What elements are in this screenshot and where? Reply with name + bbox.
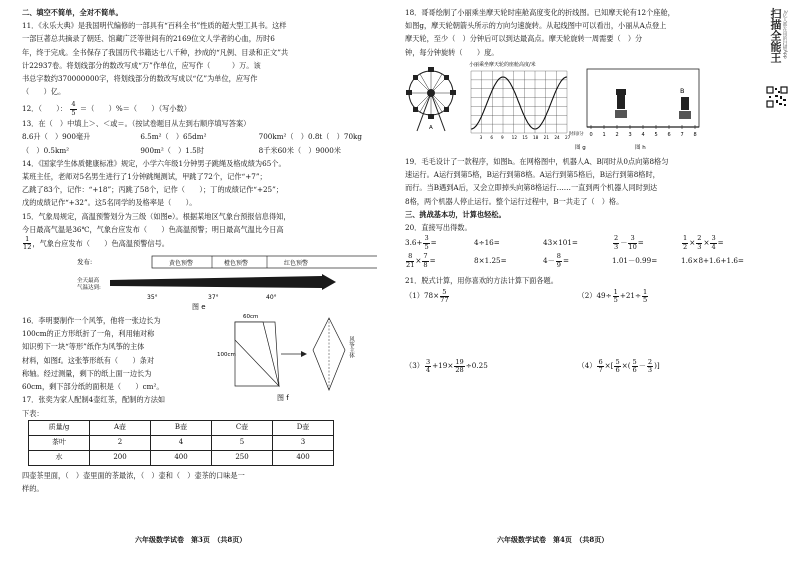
robot-grid-tick: 2 [615, 131, 619, 138]
ferris-wheel-drawing [406, 67, 456, 131]
right-column [405, 6, 750, 375]
q11-line: 11．《永乐大典》是我国明代编修的一部具有“百科全书”性质的超大型工具书。这样 [22, 21, 287, 31]
q16-line: 知识剪下一块“等形”纸作为风筝的主体 [22, 342, 145, 352]
fig-e-temperature-wedge [110, 276, 322, 288]
q11-line: 年，终于完成。全书保存了我国历代书籍达七八千种，抄成的“凡例、目录和正文”共 [22, 47, 289, 57]
fig-e-zone-red: 红色预警 [284, 259, 309, 267]
q21-work-space [405, 305, 750, 357]
table-cell: 4 [151, 435, 212, 450]
left-column [22, 6, 377, 495]
q11-line: 计22937卷。将划线部分的数改写成“万”作单位，应写作（ ）万。该 [22, 60, 261, 70]
q16-line: 100cm的正方形纸折了一角，利用轴对称 [22, 329, 155, 339]
table-header-cell: A壶 [90, 420, 151, 435]
page-footer: 六年级数学试卷 第3页 （共8页） [135, 535, 247, 544]
scanner-watermark [764, 6, 790, 126]
q16-line: 60cm，剩下部分纸的面积是（ ）cm²。 [22, 382, 164, 392]
chart-x-tick: 18 [533, 134, 539, 140]
q21-item-2: （2）49÷ $\frac{1}{5}$ +21÷ $\frac{1}{5}$ [577, 287, 648, 304]
q12-prefix: 12．（ ）： [22, 104, 68, 114]
q20-row [405, 234, 750, 252]
robot-grid-tick: 6 [667, 131, 671, 138]
q20-item: $\frac{1}{2}$ × $\frac{2}{3}$ × $\frac{3}{4}$ = [683, 234, 724, 251]
q20-item: 1.01－0.99= [612, 256, 658, 266]
robot-grid-tick: 1 [602, 131, 606, 138]
q19-line: 而行。当B遇到A后，又会立即掉头向第8格运行……一直到两个机器人同时到达 [405, 183, 658, 193]
fig-g-caption: 图 g [575, 144, 586, 151]
question-13 [22, 117, 377, 157]
page-footer: 六年级数学试卷 第4页 （共8页） [497, 535, 609, 544]
robot-a [615, 89, 627, 126]
robot-a-label: A [618, 119, 622, 126]
fig-f-dim: 60cm [243, 314, 259, 321]
fig-h-caption: 图 h [635, 144, 646, 151]
robot-b-label: B [680, 86, 685, 95]
q15-line: 今日最高气温是36℃，气象台应发布（ ）色高温预警；明日最高气温比今日高 [22, 224, 284, 234]
q14-line: 乙跳了83个，记作：“+18”；丙跳了58个，记作（ ）；丁的成绩记作“+25”； [22, 185, 283, 195]
chart-x-tick: 15 [522, 134, 528, 140]
table-cell: 200 [90, 450, 151, 465]
table-cell: 5 [212, 435, 273, 450]
q20-row [405, 252, 750, 270]
q18-line: 摩天轮，至少（ ）分钟后可以到达最高点。摩天轮旋转一周需要（ ）分 [405, 34, 643, 44]
question-11 [22, 19, 377, 98]
scanner-app-name: 扫描全能王 [769, 8, 782, 63]
q20-item: 8×1.25= [474, 256, 507, 266]
fig-e-arrow [322, 274, 336, 290]
q11-line: （ ）亿。 [22, 87, 66, 97]
q19-line: 速运行。A运行到第5格，B运行到第8格。A运行到第5格后，B运行到第8格时， [405, 170, 660, 180]
seat-a-label: A [429, 124, 433, 131]
section-2-heading: 二、填空不简单，全对不简单。 [22, 8, 123, 17]
q13-item: 900m²（ ）1.5时 [140, 145, 204, 155]
robot-grid-tick: 0 [589, 131, 593, 138]
q19-line: 8格，两个机器人停止运行。整个运行过程中，B一共走了（ ）格。 [405, 196, 624, 206]
table-header-row [29, 420, 334, 435]
q20-item: 3.6+ $\frac{3}{5}$ = [405, 234, 437, 251]
tea-recipe-table [28, 420, 334, 466]
chart-x-tick: 24 [554, 134, 560, 140]
q16-line: 16．李明要制作一个风筝，他将一张边长为 [22, 316, 161, 326]
robot-grid-tick: 8 [693, 131, 697, 138]
figure-f-kite [217, 310, 367, 402]
q18-line: 18．哥哥绘制了小丽乘坐摩天轮时座舱高度变化的折线图。已知摩天轮有12个座舱， [405, 8, 675, 17]
chart-x-unit: 时间/分 [569, 131, 584, 137]
table-row [29, 450, 334, 465]
question-18 [405, 6, 750, 59]
robot-b [679, 87, 691, 119]
table-cell: 3 [273, 435, 334, 450]
fig-e-caption: 图 e [192, 302, 206, 310]
robot-grid-tick: 4 [641, 131, 645, 138]
table-cell: 250 [212, 450, 273, 465]
table-header-cell: D壶 [273, 420, 334, 435]
q20-item: $\frac{2}{3}$ － $\frac{3}{10}$ = [614, 234, 644, 251]
table-cell: 水 [29, 450, 90, 465]
qr-code-icon [766, 86, 788, 108]
fig-e-temp: 40° [266, 293, 277, 301]
q13-item: 700km²（ ）0.8t（ ）70kg [258, 132, 362, 142]
q13-item: （ ）0.5km² [22, 145, 70, 155]
q15-line: 15．气象局规定，高温预警划分为三级（如图e）。根据某地区气象台预报信息得知， [22, 211, 291, 221]
q11-line: 书总字数约370000000字，将划线部分的数改写成以“亿”为单位，应写作 [22, 74, 258, 84]
question-19 [405, 155, 750, 208]
q21-heading: 21．脱式计算，用你喜欢的方法计算下面各题。 [405, 276, 558, 286]
q15-fraction [23, 236, 31, 252]
q16-line: 称轴。经过测量，剩下的纸上面一边长为 [22, 368, 152, 378]
table-header-cell: B壶 [151, 420, 212, 435]
q21-row [405, 357, 750, 375]
chart-x-tick: 12 [511, 134, 518, 140]
q13-item: 8千米60米（ ）9000米 [258, 145, 341, 155]
q17-tail: 四壶茶里面，（ ）壶里面的茶最浓，（ ）壶和（ ）壶茶的口味是一 [22, 470, 245, 480]
fig-e-row-label: 发布: [77, 257, 93, 266]
q20-heading: 20．直接写出得数。 [405, 223, 472, 233]
fig-e-row-label: 全天最高 [77, 277, 100, 284]
q17-line: 17．张奕为家人配制4壶红茶，配制的方法如 [22, 395, 166, 405]
fig-e-row-label: 气温达到: [77, 284, 101, 291]
chart-x-tick: 6 [490, 134, 494, 140]
chart-x-tick: 9 [501, 134, 504, 140]
table-row [29, 435, 334, 450]
fig-e-temp: 35° [147, 293, 158, 301]
q20-item: 1.6×8+1.6+1.6= [681, 256, 744, 266]
q16-line: 材料，如图f。这张筝形纸有（ ）条对 [22, 355, 155, 365]
scanner-tagline: 3亿人都在用的扫描App [782, 10, 787, 59]
q15-frac-num: 1 [23, 236, 31, 244]
q11-line: 一部巨著总共摘录了朝廷、馆藏广泛等世间有的2169位文人学者的心血，历时6 [22, 34, 275, 44]
q20-item: 4－ $\frac{8}{9}$ = [543, 252, 569, 269]
q18-line: 钟，每分钟旋转（ ）度。 [405, 47, 499, 57]
robot-grid-tick: 7 [680, 131, 684, 138]
q14-line: 某班主任，老师对5名男生进行了1分钟跳绳测试，甲跳了72个，记作“+7”； [22, 172, 267, 182]
question-15 [22, 210, 377, 252]
q18-line: 如图g，摩天轮朝箭头所示的方向匀速旋转。从起线图中可以看出，小丽从A点登上 [405, 21, 667, 31]
q12-frac-den: 5 [71, 108, 76, 117]
height-line-chart [469, 61, 586, 151]
q17-line: 下表： [22, 408, 44, 418]
fig-f-side-label: 风筝主体 [348, 336, 354, 359]
q13-heading: 13．在（ ）中填上＞、＜或＝。（按试卷题目从左到右顺序填写答案） [22, 119, 251, 129]
q12-suffix: ＝（ ）%＝（ ）（写小数） [79, 104, 191, 114]
table-header-cell: C壶 [212, 420, 273, 435]
fig-e-zone-orange: 橙色预警 [224, 259, 249, 267]
question-17 [22, 393, 377, 495]
chart-y-title: 小丽乘坐摩天轮的座舱高度/米 [469, 61, 536, 68]
q15-line-frac [22, 236, 377, 252]
q20-item: 4÷16= [474, 238, 500, 248]
question-12 [22, 101, 377, 117]
figures-g-h [405, 59, 750, 151]
fig-e-zone-yellow: 黄色预警 [169, 259, 194, 267]
q14-line: 14．《国家学生体质健康标准》规定，小学六年级1分钟男子跳绳及格成绩为65个。 [22, 158, 286, 168]
fig-f-caption: 图 f [277, 394, 289, 403]
q17-tail: 样的。 [22, 483, 44, 493]
fig-f-folded [235, 322, 279, 386]
q21-item-1: （1）78× $\frac{5}{77}$ [405, 287, 449, 304]
q12-frac-num: 4 [71, 101, 76, 109]
q21-row [405, 287, 750, 305]
q15-tail: ，气象台应发布（ ）色高温预警信号。 [32, 238, 169, 248]
table-cell: 茶叶 [29, 435, 90, 450]
fig-e-temp: 37° [208, 293, 219, 301]
chart-x-tick: 27 [565, 134, 571, 140]
question-14 [22, 157, 377, 210]
fig-f-dim: 100cm [217, 352, 236, 359]
figure-e-warning-scale [22, 252, 377, 310]
q13-item: 8.6升（ ）900毫升 [22, 132, 91, 142]
q14-line: 戊的成绩记作“+32”。这5名同学的及格率是（ ）。 [22, 198, 197, 208]
chart-x-tick: 3 [479, 134, 483, 140]
q13-item: 6.5m²（ ）65dm² [140, 132, 207, 142]
table-cell: 2 [90, 435, 151, 450]
q20-item: 43×101= [543, 238, 578, 248]
q13-row [22, 144, 377, 157]
table-cell: 400 [151, 450, 212, 465]
height-curve [471, 77, 567, 129]
chart-x-tick: 21 [543, 134, 550, 140]
q12-fraction [70, 101, 76, 117]
q15-frac-den: 12 [23, 243, 32, 252]
q21-item-4: （4） $\frac{6}{7}$ ×[ $\frac{5}{6}$ ×( $\frac{5}{6}$ － $\frac{2}{3}$ )] [577, 357, 660, 374]
robot-grid-tick: 3 [628, 131, 632, 138]
q13-row [22, 130, 377, 143]
table-header-cell: 质量/g [29, 420, 90, 435]
section-3-heading: 三、挑战基本功，计算也轻松。 [405, 209, 506, 219]
page-4 [397, 0, 794, 561]
q20-item: $\frac{8}{21}$ × $\frac{7}{8}$ = [406, 252, 436, 269]
robot-grid [587, 69, 699, 151]
table-cell: 400 [273, 450, 334, 465]
q19-line: 19．毛毛设计了一款程序，如图h。在网格图中，机器人A、B同时从0点向第8格匀 [405, 157, 669, 167]
robot-grid-tick: 5 [654, 131, 658, 138]
q21-item-3: （3） $\frac{3}{4}$ +19× $\frac{19}{28}$ ÷0.25 [405, 357, 488, 374]
